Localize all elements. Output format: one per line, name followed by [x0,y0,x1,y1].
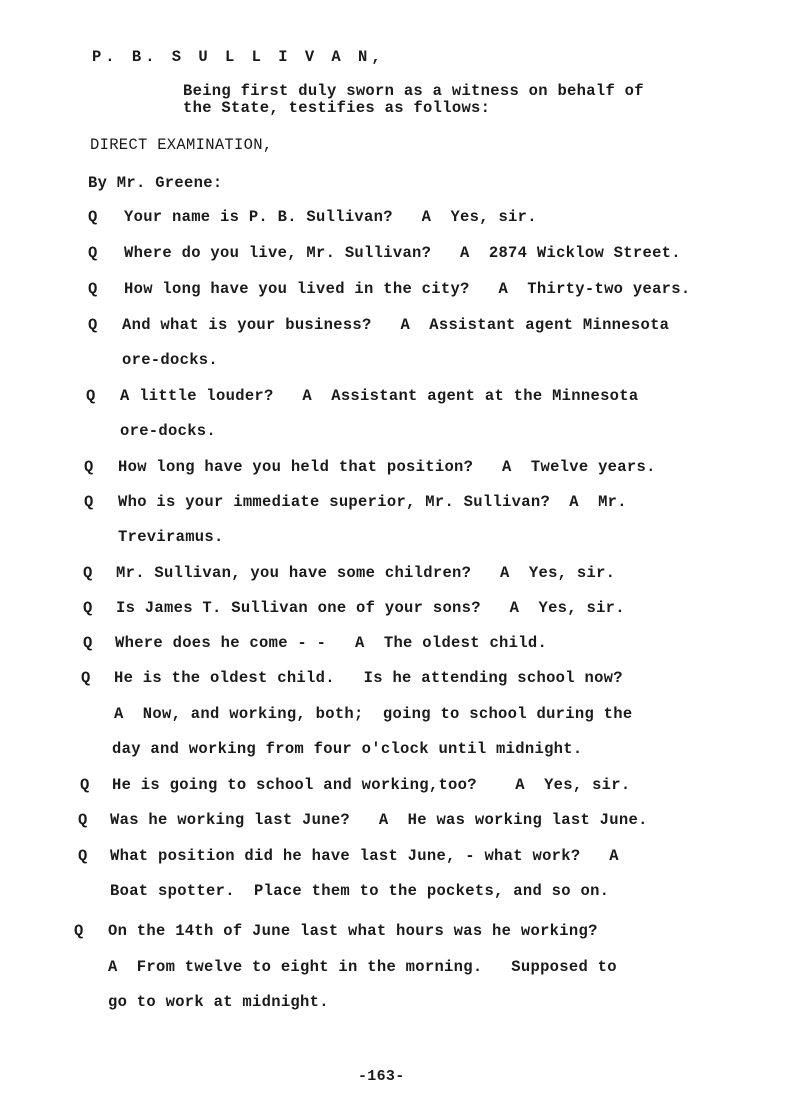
testimony-line: Where do you live, Mr. Sullivan? A 2874 Wicklow Street. [124,244,681,262]
testimony-line: Treviramus. [118,528,224,546]
q-marker: Q [78,847,88,865]
q-marker: Q [88,316,98,334]
testimony-line: And what is your business? A Assistant agent Minnesota [122,316,670,334]
testimony-line: ore-docks. [120,422,217,440]
testimony-line: Was he working last June? A He was working last June. [110,811,648,829]
testimony-line: ore-docks. [122,351,219,369]
intro-line-2: the State, testifies as follows: [183,99,491,117]
section-heading: DIRECT EXAMINATION, [90,136,273,154]
q-marker: Q [83,634,93,652]
testimony-line: A little louder? A Assistant agent at the Minnesota [120,387,639,405]
testimony-line: day and working from four o'clock until midnight. [112,740,583,758]
q-marker: Q [83,599,93,617]
q-marker: Q [83,564,93,582]
testimony-line: Is James T. Sullivan one of your sons? A Yes, sir. [116,599,625,617]
q-marker: Q [81,669,91,687]
q-marker: Q [88,280,98,298]
testimony-line: Where does he come - - A The oldest child. [115,634,548,652]
testimony-line: Boat spotter. Place them to the pockets, and so on. [110,882,610,900]
intro-line-1: Being first duly sworn as a witness on behalf of [183,82,644,100]
q-marker: Q [78,811,88,829]
q-marker: Q [86,387,96,405]
testimony-line: He is going to school and working,too? A Yes, sir. [112,776,631,794]
testimony-line: How long have you held that position? A Twelve years. [118,458,656,476]
q-marker: Q [84,493,94,511]
testimony-line: What position did he have last June, - what work? A [110,847,619,865]
testimony-line: Who is your immediate superior, Mr. Sullivan? A Mr. [118,493,627,511]
testimony-line: Your name is P. B. Sullivan? A Yes, sir. [124,208,537,226]
q-marker: Q [74,922,84,940]
testimony-line: Mr. Sullivan, you have some children? A Yes, sir. [116,564,616,582]
page-number: -163- [358,1068,405,1085]
testimony-line: On the 14th of June last what hours was he working? [108,922,598,940]
q-marker: Q [88,244,98,262]
testimony-line: He is the oldest child. Is he attending school now? [114,669,623,687]
testimony-line: go to work at midnight. [108,993,329,1011]
witness-name: P. B. S U L L I V A N, [92,48,385,66]
q-marker: Q [88,208,98,226]
q-marker: Q [80,776,90,794]
q-marker: Q [84,458,94,476]
testimony-line: A Now, and working, both; going to school during the [114,705,633,723]
examiner-line: By Mr. Greene: [88,174,223,192]
testimony-line: A From twelve to eight in the morning. Supposed to [108,958,617,976]
testimony-line: How long have you lived in the city? A Thirty-two years. [124,280,691,298]
